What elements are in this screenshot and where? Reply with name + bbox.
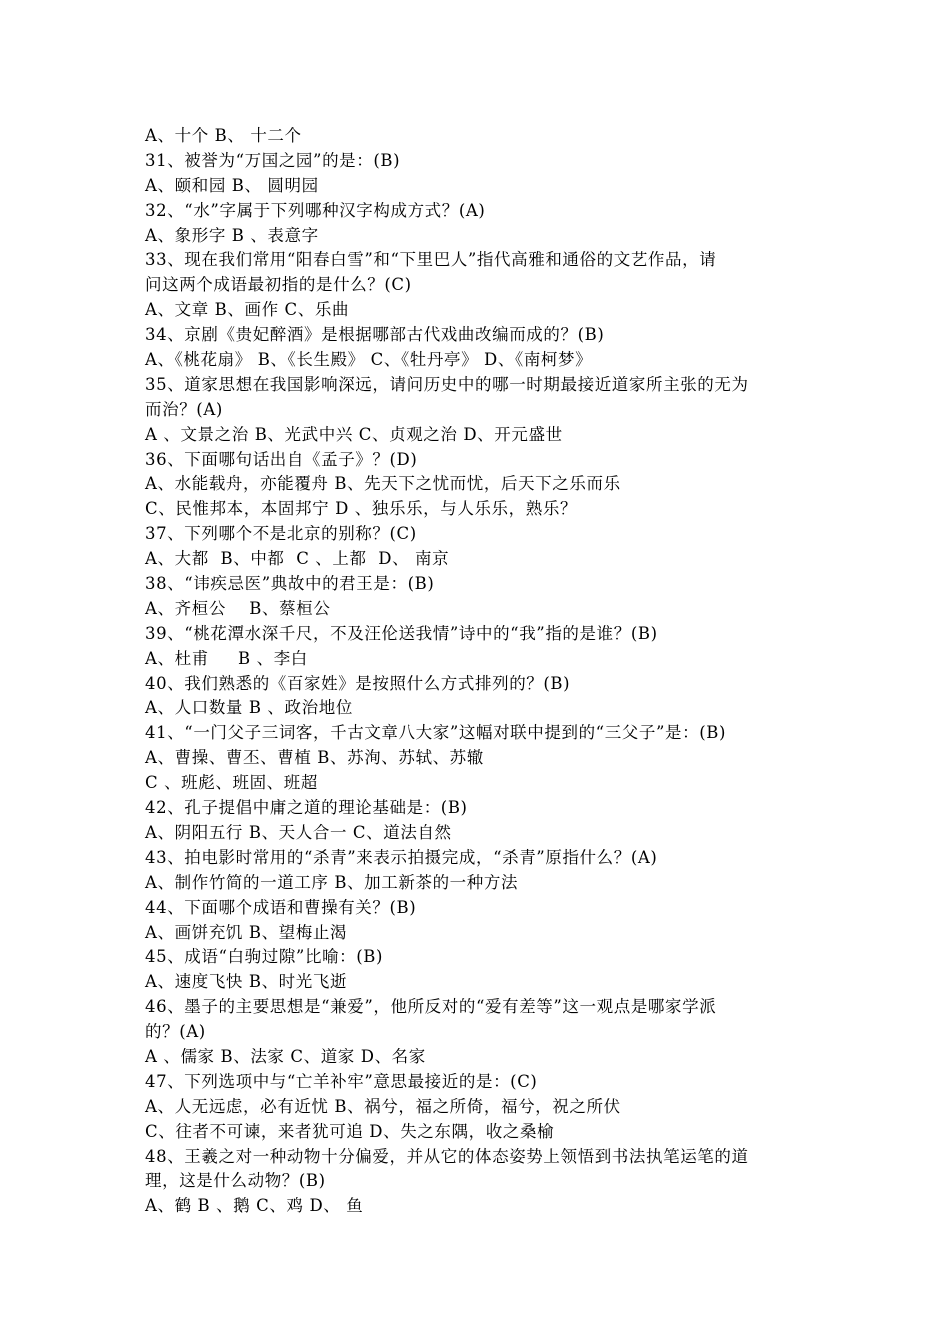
text-line: A、画饼充饥 B、望梅止渴 [145,922,348,942]
text-line: A、象形字 B 、表意字 [145,225,319,245]
text-line: 40、我们熟悉的《百家姓》是按照什么方式排列的？(B) [145,673,571,693]
text-line: 47、下列选项中与“亡羊补牢”意思最接近的是：(C) [145,1071,538,1091]
text-line: C、民惟邦本，本固邦宁 D 、独乐乐，与人乐乐，熟乐？ [145,499,578,519]
text-line: 38、“讳疾忌医”典故中的君王是：(B) [145,574,435,594]
text-line: 问这两个成语最初指的是什么？(C) [145,275,412,295]
text-line: A、杜甫 B 、李白 [145,648,308,668]
text-line: C 、班彪、班固、班超 [145,773,318,793]
text-line: A、阴阳五行 B、天人合一 C、道法自然 [145,822,452,842]
text-line: 45、成语“白驹过隙”比喻：(B) [145,947,384,967]
text-line: C、往者不可谏，来者犹可追 D、失之东隅，收之桑榆 [145,1121,555,1141]
text-line: A、颐和园 B、 圆明园 [145,175,319,195]
text-line: 41、“一门父子三词客，千古文章八大家”这幅对联中提到的“三父子”是：(B) [145,723,727,743]
text-line: 42、孔子提倡中庸之道的理论基础是：(B) [145,798,468,818]
text-line: 而治？(A) [145,399,223,419]
text-line: A、十个 B、 十二个 [145,126,302,145]
text-line: 43、拍电影时常用的“杀青”来表示拍摄完成，“杀青”原指什么？(A) [145,847,658,867]
text-line: 31、被誉为“万国之园”的是：(B) [145,150,401,170]
text-line: 39、“桃花潭水深千尺，不及汪伦送我情”诗中的“我”指的是谁？(B) [145,623,658,643]
text-line: 的？(A) [145,1022,206,1042]
text-line: A、人口数量 B 、政治地位 [145,698,353,718]
text-line: A 、文景之治 B、光武中兴 C、贞观之治 D、开元盛世 [145,424,563,444]
text-line: A、水能载舟，亦能覆舟 B、先天下之忧而忧，后天下之乐而乐 [145,474,621,494]
text-line: A、鹤 B 、鹅 C、鸡 D、 鱼 [145,1196,364,1216]
text-line: A、曹操、曹丕、曹植 B、苏洵、苏轼、苏辙 [145,748,484,768]
text-line: A、《桃花扇》 B、《长生殿》 C、《牡丹亭》 D、《南柯梦》 [145,350,593,370]
text-line: 32、“水”字属于下列哪种汉字构成方式？(A) [145,200,486,220]
text-line: 48、王羲之对一种动物十分偏爱，并从它的体态姿势上领悟到书法执笔运笔的道 [145,1146,749,1166]
text-line: A、人无远虑，必有近忧 B、祸兮，福之所倚，福兮，祝之所伏 [145,1096,621,1116]
text-line: 35、道家思想在我国影响深远，请问历史中的哪一时期最接近道家所主张的无为 [145,374,749,394]
text-line: 34、京剧《贵妃醉酒》是根据哪部古代戏曲改编而成的？(B) [145,325,605,345]
text-line: 37、下列哪个不是北京的别称？(C) [145,524,417,544]
text-line: 33、现在我们常用“阳春白雪”和“下里巴人”指代高雅和通俗的文艺作品，请 [145,250,717,270]
text-line: A、齐桓公 B、蔡桓公 [145,598,331,618]
text-line: 36、下面哪句话出自《孟子》？(D) [145,449,418,469]
text-line: 44、下面哪个成语和曹操有关？(B) [145,897,417,917]
text-line: A 、儒家 B、法家 C、道家 D、名家 [145,1046,426,1066]
quiz-text-block [145,124,815,1219]
text-line: A、速度飞快 B、时光飞逝 [145,972,348,992]
text-line: A、文章 B、画作 C、乐曲 [145,300,350,320]
text-line: 46、墨子的主要思想是“兼爱”，他所反对的“爱有差等”这一观点是哪家学派 [145,997,717,1017]
text-line: A、制作竹简的一道工序 B、加工新茶的一种方法 [145,872,519,892]
text-line: A、大都 B、中都 C 、上都 D、 南京 [145,549,450,569]
text-line: 理，这是什么动物？(B) [145,1171,326,1191]
